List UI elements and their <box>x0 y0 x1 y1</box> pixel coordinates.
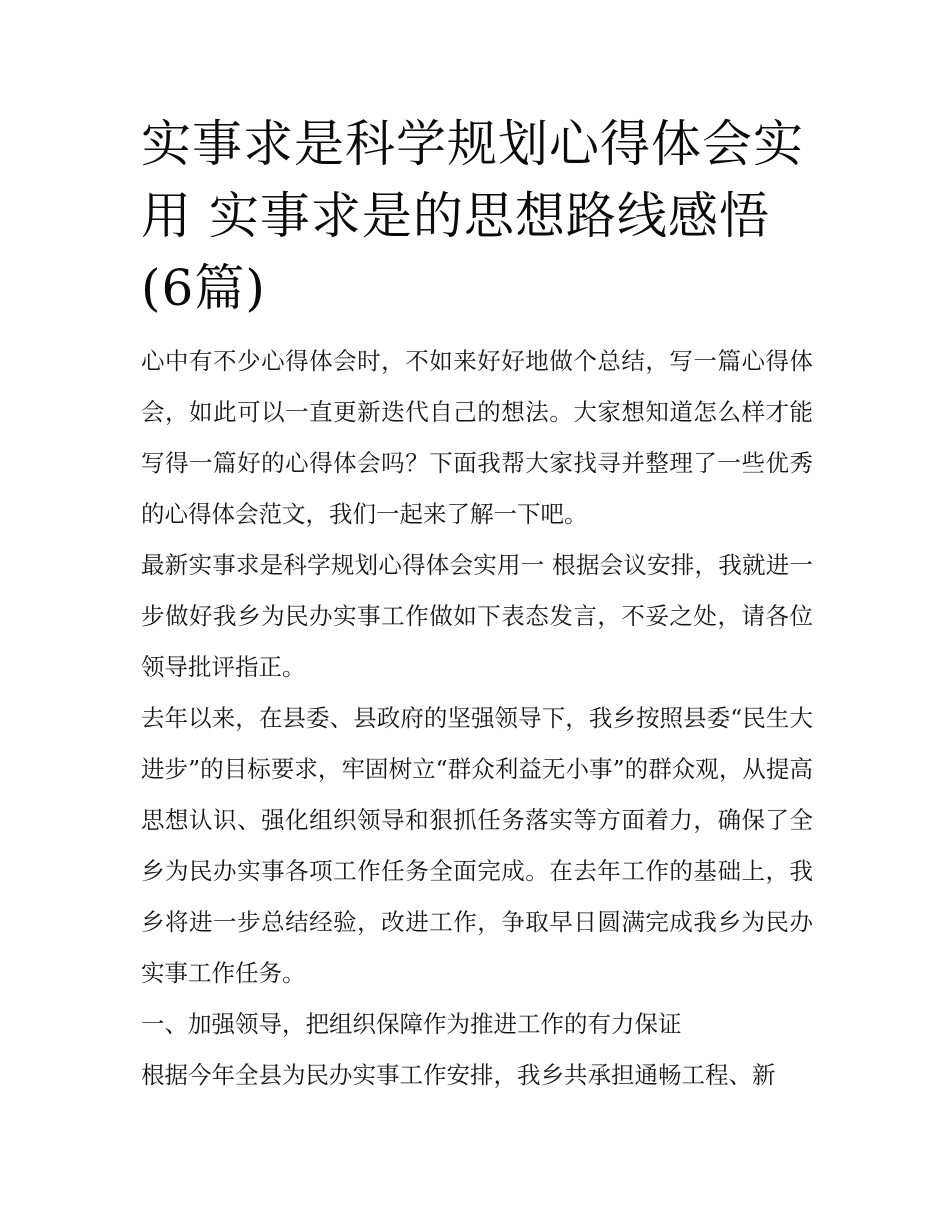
paragraph-meeting-statement: 最新实事求是科学规划心得体会实用一 根据会议安排，我就进一步做好我乡为民办实事工作做如下表态发言，不妥之处，请各位领导批评指正。 <box>141 551 813 681</box>
document-body <box>141 108 813 1101</box>
paragraph-last-year-review: 去年以来，在县委、县政府的坚强领导下，我乡按照县委“民生大进步”的目标要求，牢固树立“群众利益无小事”的群众观，从提高思想认识、强化组织领导和狠抓任务落实等方面着力，确保了全乡为民办实事各项工作任务全面完成。在去年工作的基础上，我乡将进一步总结经验，改进工作，争取早日圆满完成我乡为民办实事工作任务。 <box>141 704 813 987</box>
paragraph-intro: 心中有不少心得体会时，不如来好好地做个总结，写一篇心得体会，如此可以一直更新迭代自己的想法。大家想知道怎么样才能写得一篇好的心得体会吗？下面我帮大家找寻并整理了一些优秀的心得体会范文，我们一起来了解一下吧。 <box>141 347 813 528</box>
document-title: 实事求是科学规划心得体会实用 实事求是的思想路线感悟(6篇) <box>141 115 804 317</box>
section-heading-1: 一、加强领导，把组织保障作为推进工作的有力保证 <box>141 1010 682 1038</box>
paragraph-tasks: 根据今年全县为民办实事工作安排，我乡共承担通畅工程、新 <box>141 1061 776 1089</box>
